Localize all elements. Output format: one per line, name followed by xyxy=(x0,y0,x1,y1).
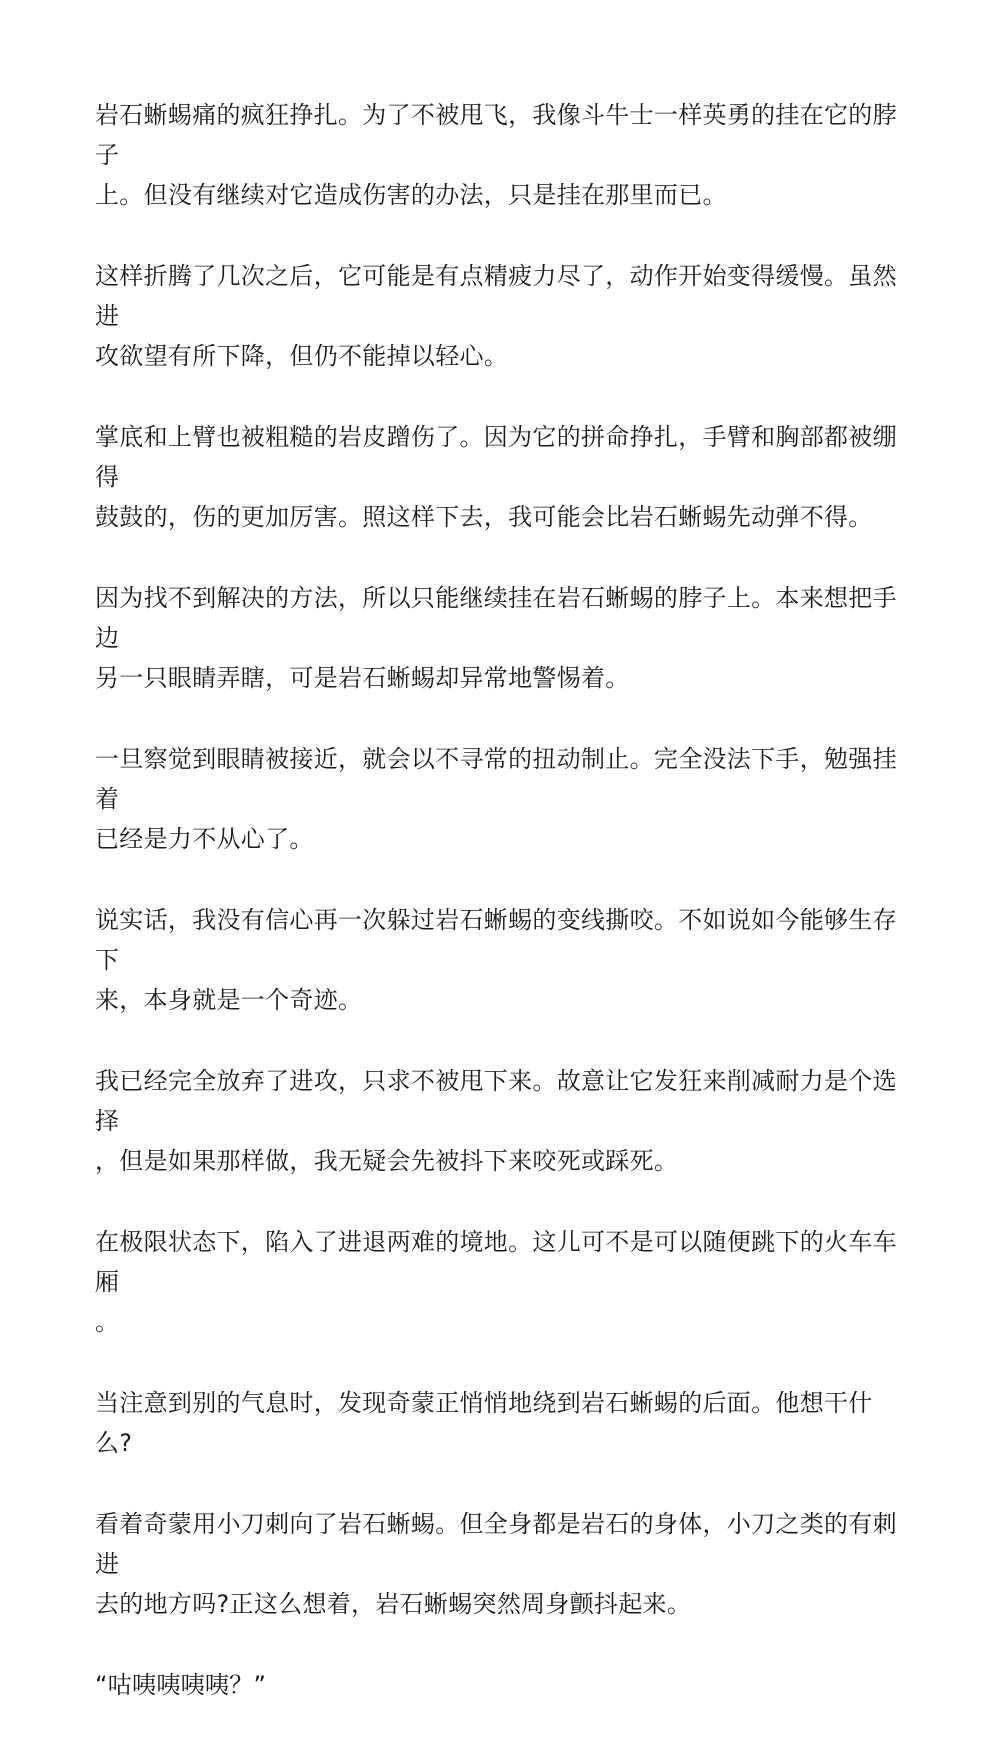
paragraph-11: “咕咦咦咦咦？” xyxy=(95,1671,267,1699)
paragraph-6: 说实话，我没有信心再一次躲过岩石蜥蜴的变线撕咬。不如说如今能够生存下 来，本身就是一个奇迹。 xyxy=(95,906,897,1014)
paragraph-5: 一旦察觉到眼睛被接近，就会以不寻常的扭动制止。完全没法下手，勉强挂着 已经是力不从心了。 xyxy=(95,745,897,853)
paragraph-3: 掌底和上臂也被粗糙的岩皮蹭伤了。因为它的拼命挣扎，手臂和胸部都被绷得 鼓鼓的，伤的更加厉害。照这样下去，我可能会比岩石蜥蜴先动弹不得。 xyxy=(95,423,897,531)
paragraph-7: 我已经完全放弃了进攻，只求不被甩下来。故意让它发狂来削减耐力是个选择 ，但是如果那样做，我无疑会先被抖下来咬死或踩死。 xyxy=(95,1067,897,1175)
paragraph-9: 当注意到别的气息时，发现奇蒙正悄悄地绕到岩石蜥蜴的后面。他想干什么? xyxy=(95,1389,873,1457)
paragraph-2: 这样折腾了几次之后，它可能是有点精疲力尽了，动作开始变得缓慢。虽然进 攻欲望有所下降，但仍不能掉以轻心。 xyxy=(95,262,897,370)
paragraph-8: 在极限状态下，陷入了进退两难的境地。这儿可不是可以随便跳下的火车车厢 。 xyxy=(95,1228,897,1336)
paragraph-4: 因为找不到解决的方法，所以只能继续挂在岩石蜥蜴的脖子上。本来想把手边 另一只眼睛弄瞎，可是岩石蜥蜴却异常地警惕着。 xyxy=(95,584,897,692)
paragraph-1: 岩石蜥蜴痛的疯狂挣扎。为了不被甩飞，我像斗牛士一样英勇的挂在它的脖子 上。但没有继续对它造成伤害的办法，只是挂在那里而已。 xyxy=(95,101,897,209)
story-text xyxy=(95,95,905,1746)
paragraph-10: 看着奇蒙用小刀刺向了岩石蜥蜴。但全身都是岩石的身体，小刀之类的有刺进 去的地方吗?正这么想着，岩石蜥蜴突然周身颤抖起来。 xyxy=(95,1510,897,1618)
